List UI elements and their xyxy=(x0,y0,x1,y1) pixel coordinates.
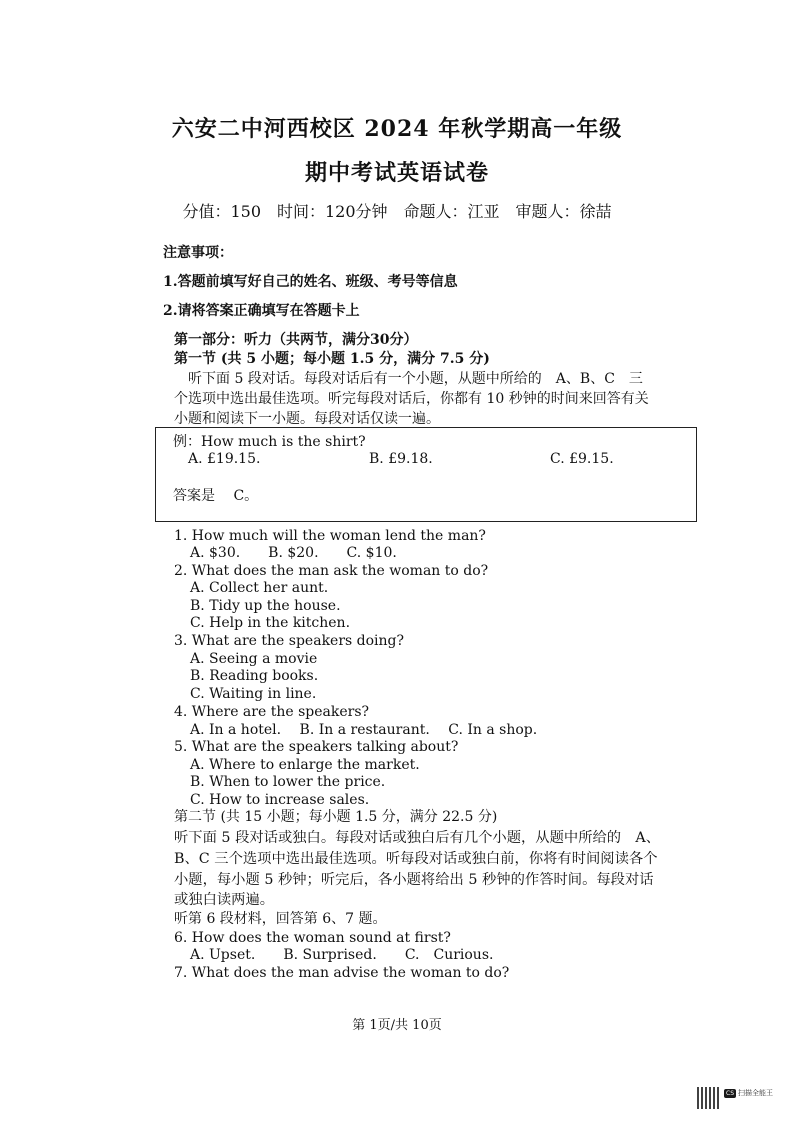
section2-instruction-line2: B、C 三个选项中选出最佳选项。听每段对话或独白前，你将有时间阅读各个 xyxy=(174,851,658,867)
question-6-options: A. Upset. B. Surprised. C. Curious. xyxy=(190,947,494,963)
notice-item-2: 2.请将答案正确填写在答题卡上 xyxy=(163,303,360,319)
section1-instruction-line1: 听下面 5 段对话。每段对话后有一个小题，从题中所给的 A、B、C 三 xyxy=(174,371,643,387)
question-4-options: A. In a hotel. B. In a restaurant. C. In a shop. xyxy=(190,722,538,738)
question-7: 7. What does the man advise the woman to do? xyxy=(174,965,510,981)
question-2-option-c: C. Help in the kitchen. xyxy=(190,615,351,631)
question-1-options: A. $30. B. $20. C. $10. xyxy=(190,545,397,561)
question-1: 1. How much will the woman lend the man? xyxy=(174,528,486,544)
question-5: 5. What are the speakers talking about? xyxy=(174,739,459,755)
notice-item-1: 1.答题前填写好自己的姓名、班级、考号等信息 xyxy=(163,274,458,290)
question-3-option-c: C. Waiting in line. xyxy=(190,686,317,702)
scanner-label: 扫描全能王 xyxy=(738,1089,773,1097)
scanner-badge: CS xyxy=(726,1090,734,1097)
question-6: 6. How does the woman sound at first? xyxy=(174,930,451,946)
example-option-a: A. £19.15. xyxy=(188,451,261,467)
question-5-option-a: A. Where to enlarge the market. xyxy=(190,757,420,773)
exam-title-line1: 六安二中河西校区 2024 年秋学期高一年级 xyxy=(171,116,623,142)
scanner-watermark xyxy=(724,1088,784,1110)
question-5-option-b: B. When to lower the price. xyxy=(190,774,386,790)
question-2-option-a: A. Collect her aunt. xyxy=(190,580,329,596)
exam-title-line2: 期中考试英语试卷 xyxy=(304,160,489,186)
example-option-c: C. £9.15. xyxy=(550,451,614,467)
section2-instruction-line1: 听下面 5 段对话或独白。每段对话或独白后有几个小题，从题中所给的 A、 xyxy=(174,830,661,846)
section2-instruction-line4: 或独白读两遍。 xyxy=(174,892,275,908)
example-option-b: B. £9.18. xyxy=(369,451,433,467)
page-number: 第 1页/共 10页 xyxy=(352,1018,442,1033)
notice-heading: 注意事项： xyxy=(163,245,233,261)
section2-instruction-line3: 小题，每小题 5 秒钟；听完后，各小题将给出 5 秒钟的作答时间。每段对话 xyxy=(174,872,654,888)
question-3: 3. What are the speakers doing? xyxy=(174,633,405,649)
section2-heading: 第二节 (共 15 小题；每小题 1.5 分，满分 22.5 分) xyxy=(174,809,498,825)
qr-code-icon xyxy=(697,1087,719,1109)
material-note: 听第 6 段材料，回答第 6、7 题。 xyxy=(174,911,387,927)
section1-instruction-line3: 小题和阅读下一小题。每段对话仅读一遍。 xyxy=(174,411,440,427)
question-4: 4. Where are the speakers? xyxy=(174,704,370,720)
question-5-option-c: C. How to increase sales. xyxy=(190,792,370,808)
example-box xyxy=(155,427,697,522)
exam-meta-info: 分值：150 时间：120分钟 命题人：江亚 审题人：徐喆 xyxy=(182,202,612,221)
section1-heading: 第一节 (共 5 小题；每小题 1.5 分，满分 7.5 分) xyxy=(174,351,490,367)
example-answer: 答案是 C。 xyxy=(173,488,259,504)
question-2: 2. What does the man ask the woman to do? xyxy=(174,563,489,579)
question-3-option-a: A. Seeing a movie xyxy=(190,651,318,667)
example-question: 例：How much is the shirt? xyxy=(173,434,366,450)
section1-instruction-line2: 个选项中选出最佳选项。听完每段对话后，你都有 10 秒钟的时间来回答有关 xyxy=(174,391,649,407)
question-2-option-b: B. Tidy up the house. xyxy=(190,598,341,614)
question-3-option-b: B. Reading books. xyxy=(190,668,319,684)
part1-heading: 第一部分：听力（共两节，满分30分） xyxy=(174,332,418,348)
